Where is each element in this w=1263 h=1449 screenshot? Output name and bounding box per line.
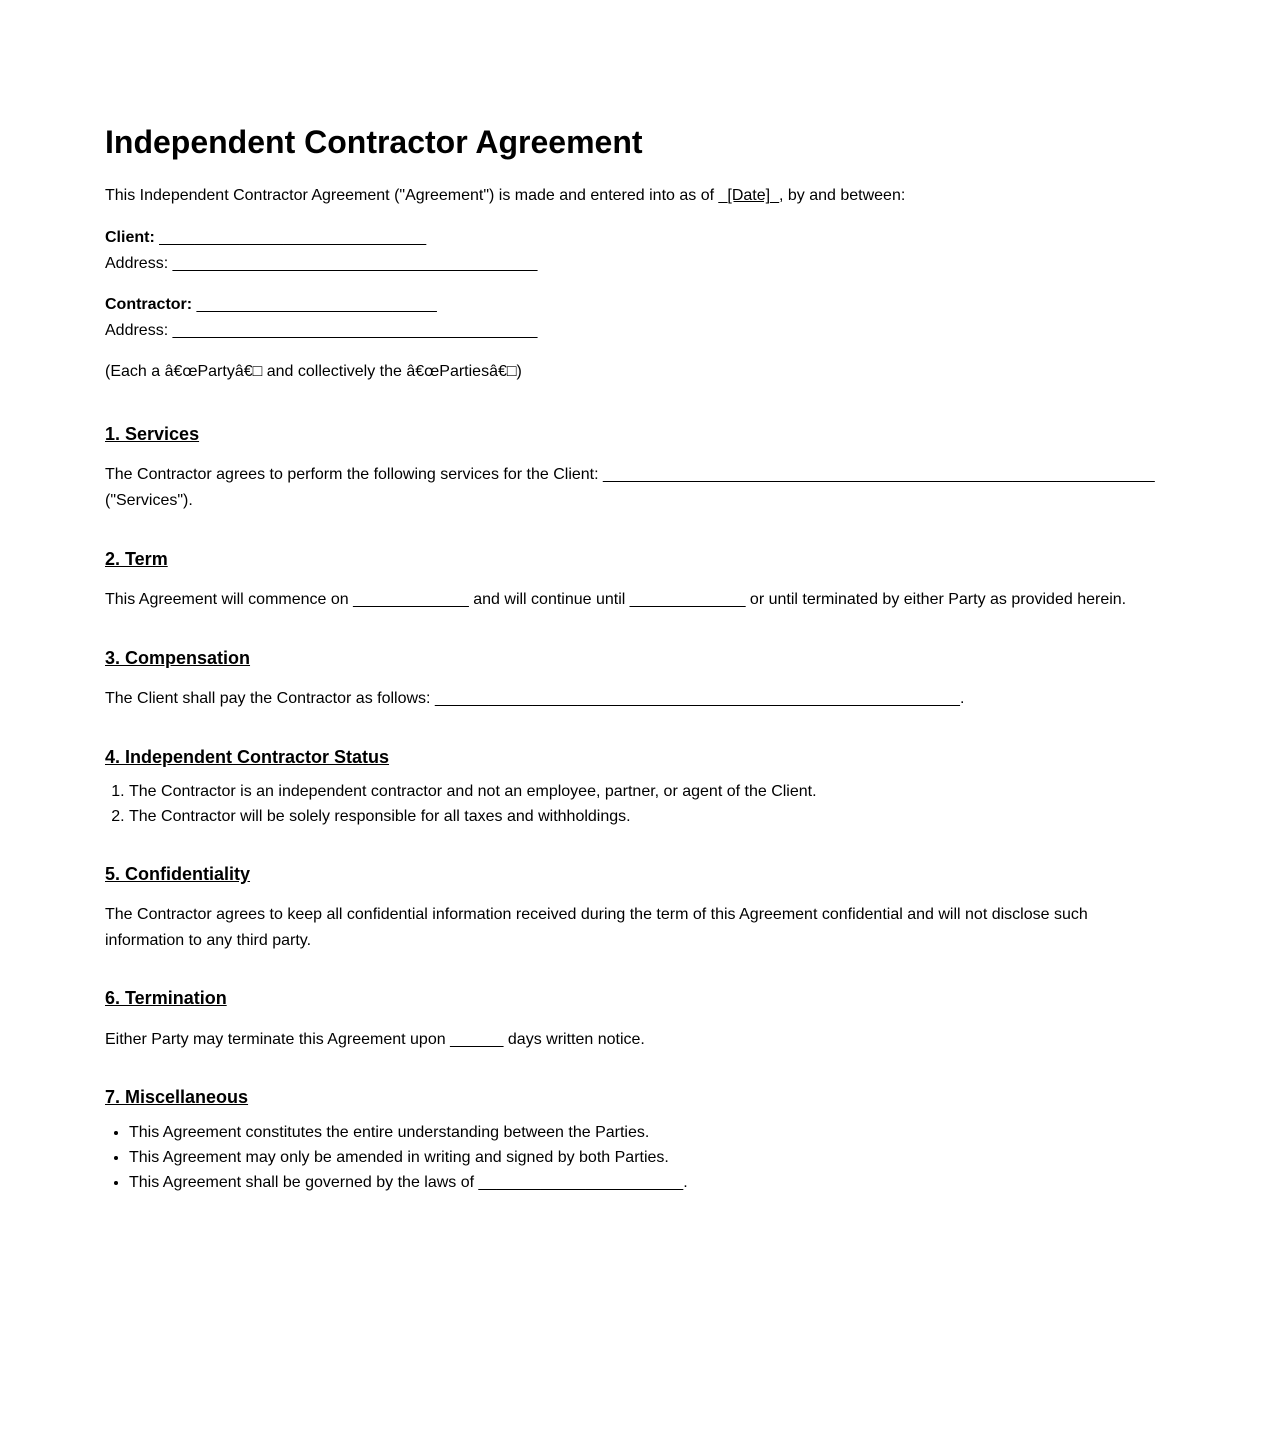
- list-item: • This Agreement constitutes the entire understanding between the Parties.: [129, 1120, 1158, 1145]
- services-paragraph: [105, 462, 1158, 513]
- governing-law-text-end: .: [683, 1173, 688, 1191]
- governing-law-blank: _______________________: [478, 1173, 684, 1191]
- term-text: or until terminated by either Party as provided herein.: [745, 590, 1127, 608]
- list-item: [129, 1170, 1158, 1195]
- section-heading: 7. Miscellaneous: [105, 1087, 249, 1108]
- notice-days-blank: ______: [450, 1030, 504, 1048]
- misc-list: [105, 1120, 1158, 1195]
- compensation-blank: ___________________________________________________________: [434, 689, 960, 707]
- termination-text: Either Party may terminate this Agreement upon: [105, 1030, 451, 1048]
- date-placeholder-prefix: _: [718, 187, 728, 205]
- term-text: This Agreement will commence on: [105, 590, 354, 608]
- intro-text: This Independent Contractor Agreement ("Agreement") is made and entered into as of: [105, 187, 719, 205]
- term-text: and will continue until: [468, 590, 630, 608]
- section-compensation: [105, 647, 1158, 712]
- contractor-label: Contractor:: [105, 296, 193, 314]
- section-heading: 1. Services: [105, 423, 200, 444]
- section-contractor-status: [105, 746, 1158, 829]
- status-list: [105, 779, 1158, 829]
- contractor-block: [105, 292, 1158, 343]
- section-heading: 3. Compensation: [105, 647, 251, 668]
- intro-paragraph: [105, 183, 1158, 209]
- section-miscellaneous: [105, 1086, 1158, 1194]
- section-heading: 5. Confidentiality: [105, 863, 251, 884]
- date-placeholder-suffix: _: [770, 187, 779, 205]
- services-blank: ______________________________________________________________: [603, 466, 1155, 484]
- section-term: [105, 548, 1158, 613]
- termination-text-end: days written notice.: [503, 1030, 645, 1048]
- compensation-text: The Client shall pay the Contractor as follows:: [105, 689, 435, 707]
- section-termination: [105, 987, 1158, 1052]
- list-item: 2. The Contractor will be solely responsible for all taxes and withholdings.: [129, 804, 1158, 829]
- compensation-text-end: .: [959, 689, 965, 707]
- end-date-blank: _____________: [629, 590, 746, 608]
- services-text-end: ("Services").: [105, 491, 193, 509]
- client-block: [105, 225, 1158, 276]
- date-placeholder: [Date]: [727, 187, 771, 205]
- list-item: • This Agreement may only be amended in writing and signed by both Parties.: [129, 1145, 1158, 1170]
- document-title: Independent Contractor Agreement: [105, 124, 643, 160]
- client-address-label: Address:: [105, 254, 169, 272]
- parties-note: (Each a â€œPartyâ€□ and collectively the â€œPartiesâ€□): [105, 363, 522, 381]
- confidentiality-paragraph: The Contractor agrees to keep all confidential information received during the term of this Agreement confidential and will not disclose such information to any third party.: [105, 906, 1088, 949]
- contractor-name-blank: ___________________________: [196, 296, 437, 314]
- term-paragraph: [105, 587, 1158, 613]
- compensation-paragraph: [105, 686, 1158, 712]
- section-services: [105, 423, 1158, 514]
- start-date-blank: _____________: [353, 590, 469, 608]
- governing-law-text: This Agreement shall be governed by the laws of: [129, 1173, 479, 1191]
- contractor-address-label: Address:: [105, 321, 169, 339]
- contractor-address-blank: _________________________________________: [172, 321, 538, 339]
- section-heading: 4. Independent Contractor Status: [105, 746, 390, 767]
- section-confidentiality: [105, 863, 1158, 954]
- list-item: 1. The Contractor is an independent contractor and not an employee, partner, or agent of the Client.: [129, 779, 1158, 804]
- termination-paragraph: [105, 1027, 1158, 1053]
- client-name-blank: ______________________________: [159, 228, 427, 246]
- client-label: Client:: [105, 228, 155, 246]
- intro-text-end: , by and between:: [778, 187, 906, 205]
- services-text: The Contractor agrees to perform the following services for the Client:: [105, 466, 603, 484]
- section-heading: 6. Termination: [105, 988, 227, 1009]
- client-address-blank: _________________________________________: [172, 254, 538, 272]
- section-heading: 2. Term: [105, 548, 168, 569]
